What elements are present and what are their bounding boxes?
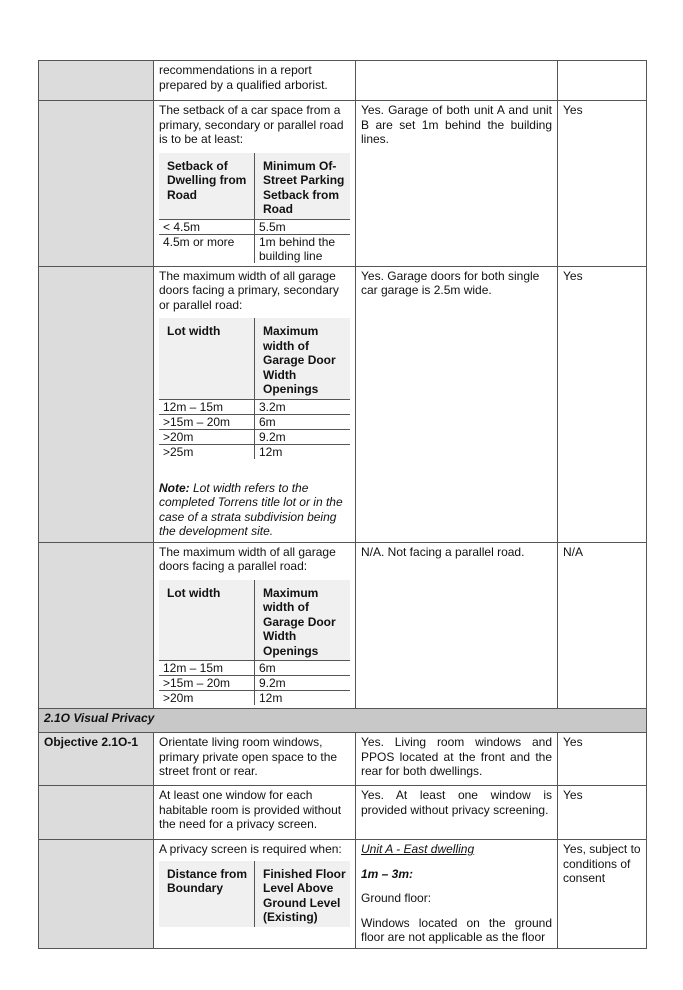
response-cell bbox=[356, 61, 558, 101]
table-header: Minimum Of-Street Parking Setback from Road bbox=[255, 153, 351, 220]
table-header: Setback of Dwelling from Road bbox=[159, 153, 255, 220]
table-row bbox=[159, 676, 350, 691]
table-cell: 4.5m or more bbox=[159, 234, 255, 263]
response-text: Yes. Garage of both unit A and unit B are set 1m behind the building lines. bbox=[361, 103, 552, 146]
table-cell: 1m behind the building line bbox=[255, 234, 351, 263]
lot-width-table bbox=[159, 318, 350, 459]
requirement-cell bbox=[154, 786, 356, 840]
note-text bbox=[159, 481, 350, 539]
requirement-text: At least one window for each habitable room is provided without the need for a privacy screen. bbox=[159, 788, 342, 831]
table-header: Maximum width of Garage Door Width Openings bbox=[255, 580, 351, 661]
controls-table bbox=[38, 60, 647, 949]
requirement-cell bbox=[154, 61, 356, 101]
table-header: Maximum width of Garage Door Width Openings bbox=[255, 318, 351, 399]
table-row bbox=[39, 733, 647, 786]
compliance-cell: Yes bbox=[558, 266, 647, 542]
compliance-cell: N/A bbox=[558, 542, 647, 709]
lot-width-table bbox=[159, 580, 350, 706]
empty-cell bbox=[39, 542, 154, 709]
note-label: Note: bbox=[159, 480, 190, 495]
table-header: Lot width bbox=[159, 318, 255, 399]
table-row bbox=[159, 444, 350, 459]
empty-cell bbox=[39, 786, 154, 840]
table-cell: 12m bbox=[255, 691, 351, 706]
table-row bbox=[159, 399, 350, 414]
response-text: Yes. At least one window is provided without privacy screening. bbox=[361, 788, 552, 817]
table-header: Finished Floor Level Above Ground Level (Existing) bbox=[255, 861, 351, 927]
requirement-text: A privacy screen is required when: bbox=[159, 842, 342, 856]
response-cell bbox=[356, 542, 558, 709]
table-cell: < 4.5m bbox=[159, 219, 255, 234]
requirement-cell bbox=[154, 266, 356, 542]
empty-cell bbox=[39, 266, 154, 542]
section-title: 2.1O Visual Privacy bbox=[39, 709, 647, 733]
table-row bbox=[39, 786, 647, 840]
table-row bbox=[159, 219, 350, 234]
table-cell: 12m bbox=[255, 444, 351, 459]
requirement-cell bbox=[154, 840, 356, 949]
section-heading-row bbox=[39, 709, 647, 733]
table-cell: 12m – 15m bbox=[159, 661, 255, 676]
table-row bbox=[159, 691, 350, 706]
response-cell bbox=[356, 266, 558, 542]
empty-cell bbox=[39, 101, 154, 267]
table-row bbox=[39, 840, 647, 949]
table-row bbox=[159, 661, 350, 676]
floor-heading: Ground floor: bbox=[361, 891, 432, 905]
response-cell bbox=[356, 733, 558, 786]
requirement-text: recommendations in a report prepared by a qualified arborist. bbox=[159, 63, 328, 92]
table-cell: 6m bbox=[255, 414, 351, 429]
table-row bbox=[39, 266, 647, 542]
response-text: N/A. Not facing a parallel road. bbox=[361, 544, 525, 559]
unit-heading: Unit A - East dwelling bbox=[361, 842, 475, 856]
requirement-text: The maximum width of all garage doors facing a parallel road: bbox=[159, 544, 336, 573]
compliance-cell: Yes bbox=[558, 733, 647, 786]
table-row bbox=[159, 234, 350, 263]
response-cell bbox=[356, 101, 558, 267]
requirement-text: The setback of a car space from a primary, secondary or parallel road is to be at least: bbox=[159, 103, 344, 146]
compliance-cell: Yes bbox=[558, 101, 647, 267]
compliance-cell: Yes bbox=[558, 786, 647, 840]
response-text: Windows located on the ground floor are not applicable as the floor bbox=[361, 915, 552, 944]
table-cell: 6m bbox=[255, 661, 351, 676]
table-row bbox=[39, 542, 647, 709]
table-header: Distance from Boundary bbox=[159, 861, 255, 927]
table-cell: >20m bbox=[159, 429, 255, 444]
requirement-text: The maximum width of all garage doors facing a primary, secondary or parallel road: bbox=[159, 268, 339, 312]
setback-table bbox=[159, 153, 350, 263]
response-text: Yes. Garage doors for both single car garage is 2.5m wide. bbox=[361, 268, 540, 297]
response-cell bbox=[356, 786, 558, 840]
requirement-cell bbox=[154, 733, 356, 786]
table-row bbox=[159, 429, 350, 444]
empty-cell bbox=[39, 61, 154, 101]
requirement-cell bbox=[154, 542, 356, 709]
range-heading: 1m – 3m: bbox=[361, 866, 414, 881]
objective-label: Objective 2.1O-1 bbox=[39, 733, 154, 786]
table-cell: 3.2m bbox=[255, 399, 351, 414]
table-cell: >15m – 20m bbox=[159, 414, 255, 429]
table-cell: >25m bbox=[159, 444, 255, 459]
response-cell bbox=[356, 840, 558, 949]
table-cell: >20m bbox=[159, 691, 255, 706]
privacy-table bbox=[159, 861, 350, 927]
note-body: Lot width refers to the completed Torrens title lot or in the case of a strata subdivision being the development site. bbox=[159, 480, 343, 538]
table-row bbox=[39, 101, 647, 267]
compliance-cell: Yes, subject to conditions of consent bbox=[558, 840, 647, 949]
table-cell: 9.2m bbox=[255, 429, 351, 444]
table-cell: 5.5m bbox=[255, 219, 351, 234]
table-header: Lot width bbox=[159, 580, 255, 661]
requirement-text: Orientate living room windows, primary private open space to the street front or rear. bbox=[159, 735, 338, 778]
table-row bbox=[159, 414, 350, 429]
table-row bbox=[39, 61, 647, 101]
compliance-cell bbox=[558, 61, 647, 101]
requirement-cell bbox=[154, 101, 356, 267]
table-cell: 12m – 15m bbox=[159, 399, 255, 414]
table-cell: 9.2m bbox=[255, 676, 351, 691]
table-cell: >15m – 20m bbox=[159, 676, 255, 691]
empty-cell bbox=[39, 840, 154, 949]
response-text: Yes. Living room windows and PPOS located at the front and the rear for both dwellings. bbox=[361, 735, 552, 778]
